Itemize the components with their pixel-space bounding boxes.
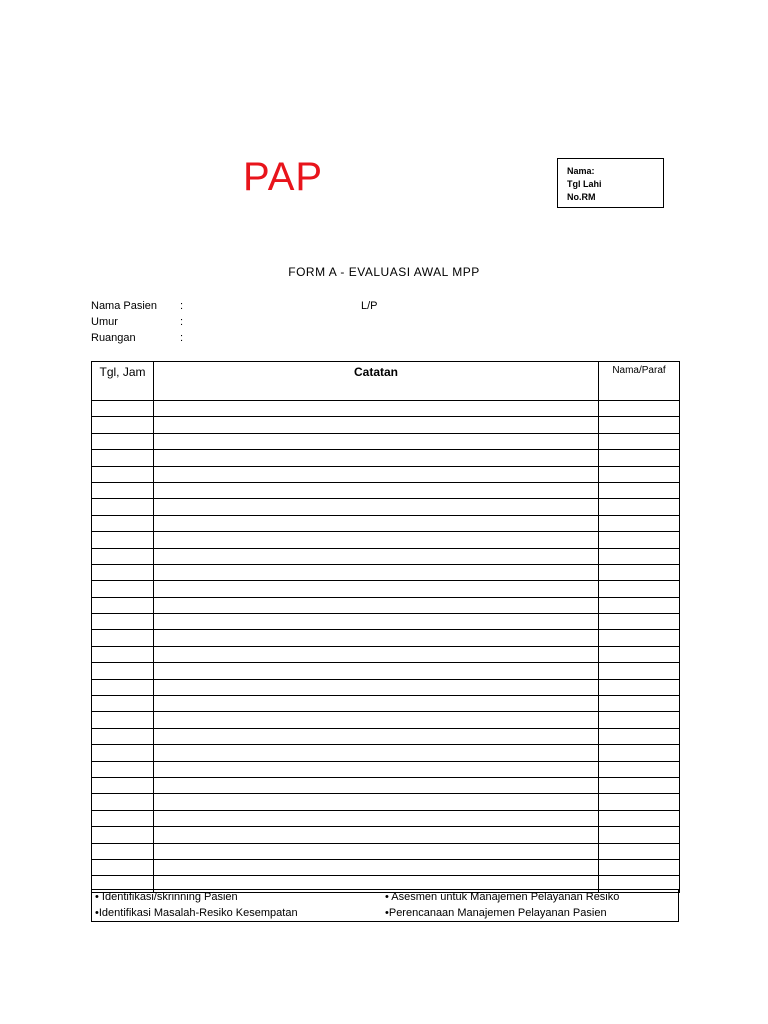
notes-cell[interactable]	[154, 482, 599, 498]
table-row	[92, 417, 680, 433]
notes-cell[interactable]	[154, 843, 599, 859]
logo-text: PAP	[243, 155, 324, 199]
table-row	[92, 450, 680, 466]
signature-cell[interactable]	[599, 630, 680, 646]
table-row	[92, 696, 680, 712]
table-row	[92, 515, 680, 531]
signature-cell[interactable]	[599, 859, 680, 875]
umur-colon: :	[180, 316, 184, 328]
legend-item: • Asesmen untuk Manajemen Pelayanan Resiko	[385, 891, 620, 903]
table-header-row	[92, 362, 680, 401]
notes-table	[91, 361, 680, 893]
table-row	[92, 827, 680, 843]
table-row	[92, 581, 680, 597]
signature-cell[interactable]	[599, 614, 680, 630]
date-cell[interactable]	[92, 794, 154, 810]
ruangan-colon: :	[180, 332, 184, 344]
gender-label: L/P	[361, 300, 378, 312]
table-row	[92, 630, 680, 646]
notes-cell[interactable]	[154, 548, 599, 564]
signature-cell[interactable]	[599, 450, 680, 466]
signature-cell[interactable]	[599, 646, 680, 662]
table-row	[92, 728, 680, 744]
notes-cell[interactable]	[154, 696, 599, 712]
date-cell[interactable]	[92, 499, 154, 515]
signature-cell[interactable]	[599, 482, 680, 498]
signature-cell[interactable]	[599, 745, 680, 761]
date-cell[interactable]	[92, 696, 154, 712]
signature-cell[interactable]	[599, 499, 680, 515]
signature-cell[interactable]	[599, 810, 680, 826]
signature-cell[interactable]	[599, 433, 680, 449]
signature-cell[interactable]	[599, 597, 680, 613]
table-row	[92, 679, 680, 695]
table-row	[92, 745, 680, 761]
umur-label: Umur	[91, 316, 118, 328]
form-title: FORM A - EVALUASI AWAL MPP	[288, 265, 480, 279]
date-cell[interactable]	[92, 597, 154, 613]
signature-cell[interactable]	[599, 843, 680, 859]
patient-rm-label: No.RM	[567, 192, 596, 202]
signature-cell[interactable]	[599, 532, 680, 548]
notes-cell[interactable]	[154, 794, 599, 810]
table-row	[92, 614, 680, 630]
legend-item: • Identifikasi/skrinning Pasien	[95, 891, 238, 903]
date-cell[interactable]	[92, 433, 154, 449]
table-row	[92, 482, 680, 498]
signature-cell[interactable]	[599, 663, 680, 679]
table-row	[92, 466, 680, 482]
notes-cell[interactable]	[154, 859, 599, 875]
table-row	[92, 794, 680, 810]
date-cell[interactable]	[92, 466, 154, 482]
date-cell[interactable]	[92, 843, 154, 859]
signature-cell[interactable]	[599, 466, 680, 482]
legend-item: •Identifikasi Masalah-Resiko Kesempatan	[95, 907, 298, 919]
notes-cell[interactable]	[154, 581, 599, 597]
signature-cell[interactable]	[599, 712, 680, 728]
notes-cell[interactable]	[154, 761, 599, 777]
signature-cell[interactable]	[599, 581, 680, 597]
notes-cell[interactable]	[154, 532, 599, 548]
notes-cell[interactable]	[154, 777, 599, 793]
date-cell[interactable]	[92, 532, 154, 548]
table-row	[92, 532, 680, 548]
table-row	[92, 761, 680, 777]
signature-cell[interactable]	[599, 777, 680, 793]
table-row	[92, 433, 680, 449]
signature-cell[interactable]	[599, 761, 680, 777]
signature-cell[interactable]	[599, 728, 680, 744]
notes-cell[interactable]	[154, 827, 599, 843]
notes-cell[interactable]	[154, 466, 599, 482]
notes-cell[interactable]	[154, 810, 599, 826]
signature-cell[interactable]	[599, 401, 680, 417]
date-cell[interactable]	[92, 761, 154, 777]
signature-cell[interactable]	[599, 696, 680, 712]
signature-cell[interactable]	[599, 417, 680, 433]
date-cell[interactable]	[92, 614, 154, 630]
signature-cell[interactable]	[599, 827, 680, 843]
patient-name-label: Nama:	[567, 166, 595, 176]
nama-pasien-label: Nama Pasien	[91, 300, 158, 312]
date-cell[interactable]	[92, 548, 154, 564]
table-row	[92, 777, 680, 793]
column-header-date: Tgl, Jam	[92, 362, 154, 401]
date-cell[interactable]	[92, 482, 154, 498]
table-row	[92, 810, 680, 826]
notes-cell[interactable]	[154, 728, 599, 744]
ruangan-label: Ruangan	[91, 332, 136, 344]
table-row	[92, 663, 680, 679]
signature-cell[interactable]	[599, 679, 680, 695]
date-cell[interactable]	[92, 679, 154, 695]
notes-cell[interactable]	[154, 646, 599, 662]
signature-cell[interactable]	[599, 794, 680, 810]
table-row	[92, 843, 680, 859]
patient-dob-label: Tgl Lahi	[567, 179, 602, 189]
patient-id-box	[557, 158, 664, 208]
table-row	[92, 548, 680, 564]
date-cell[interactable]	[92, 646, 154, 662]
date-cell[interactable]	[92, 401, 154, 417]
notes-cell[interactable]	[154, 745, 599, 761]
column-header-signature: Nama/Paraf	[599, 362, 680, 401]
date-cell[interactable]	[92, 728, 154, 744]
legend-item: •Perencanaan Manajemen Pelayanan Pasien	[385, 907, 607, 919]
notes-cell[interactable]	[154, 712, 599, 728]
date-cell[interactable]	[92, 417, 154, 433]
table-row	[92, 564, 680, 580]
date-cell[interactable]	[92, 564, 154, 580]
date-cell[interactable]	[92, 827, 154, 843]
table-row	[92, 597, 680, 613]
table-row	[92, 646, 680, 662]
notes-cell[interactable]	[154, 663, 599, 679]
date-cell[interactable]	[92, 712, 154, 728]
table-row	[92, 859, 680, 875]
date-cell[interactable]	[92, 630, 154, 646]
signature-cell[interactable]	[599, 548, 680, 564]
table-row	[92, 499, 680, 515]
notes-cell[interactable]	[154, 564, 599, 580]
notes-cell[interactable]	[154, 433, 599, 449]
date-cell[interactable]	[92, 810, 154, 826]
notes-cell[interactable]	[154, 450, 599, 466]
notes-cell[interactable]	[154, 499, 599, 515]
notes-cell[interactable]	[154, 614, 599, 630]
notes-cell[interactable]	[154, 630, 599, 646]
date-cell[interactable]	[92, 745, 154, 761]
signature-cell[interactable]	[599, 515, 680, 531]
date-cell[interactable]	[92, 777, 154, 793]
nama-pasien-colon: :	[180, 300, 184, 312]
signature-cell[interactable]	[599, 564, 680, 580]
notes-cell[interactable]	[154, 515, 599, 531]
legend-box	[91, 889, 679, 922]
notes-cell[interactable]	[154, 417, 599, 433]
date-cell[interactable]	[92, 663, 154, 679]
notes-cell[interactable]	[154, 679, 599, 695]
column-header-notes: Catatan	[154, 362, 599, 401]
date-cell[interactable]	[92, 515, 154, 531]
date-cell[interactable]	[92, 581, 154, 597]
notes-cell[interactable]	[154, 597, 599, 613]
date-cell[interactable]	[92, 859, 154, 875]
table-row	[92, 712, 680, 728]
table-row	[92, 401, 680, 417]
date-cell[interactable]	[92, 450, 154, 466]
notes-cell[interactable]	[154, 401, 599, 417]
